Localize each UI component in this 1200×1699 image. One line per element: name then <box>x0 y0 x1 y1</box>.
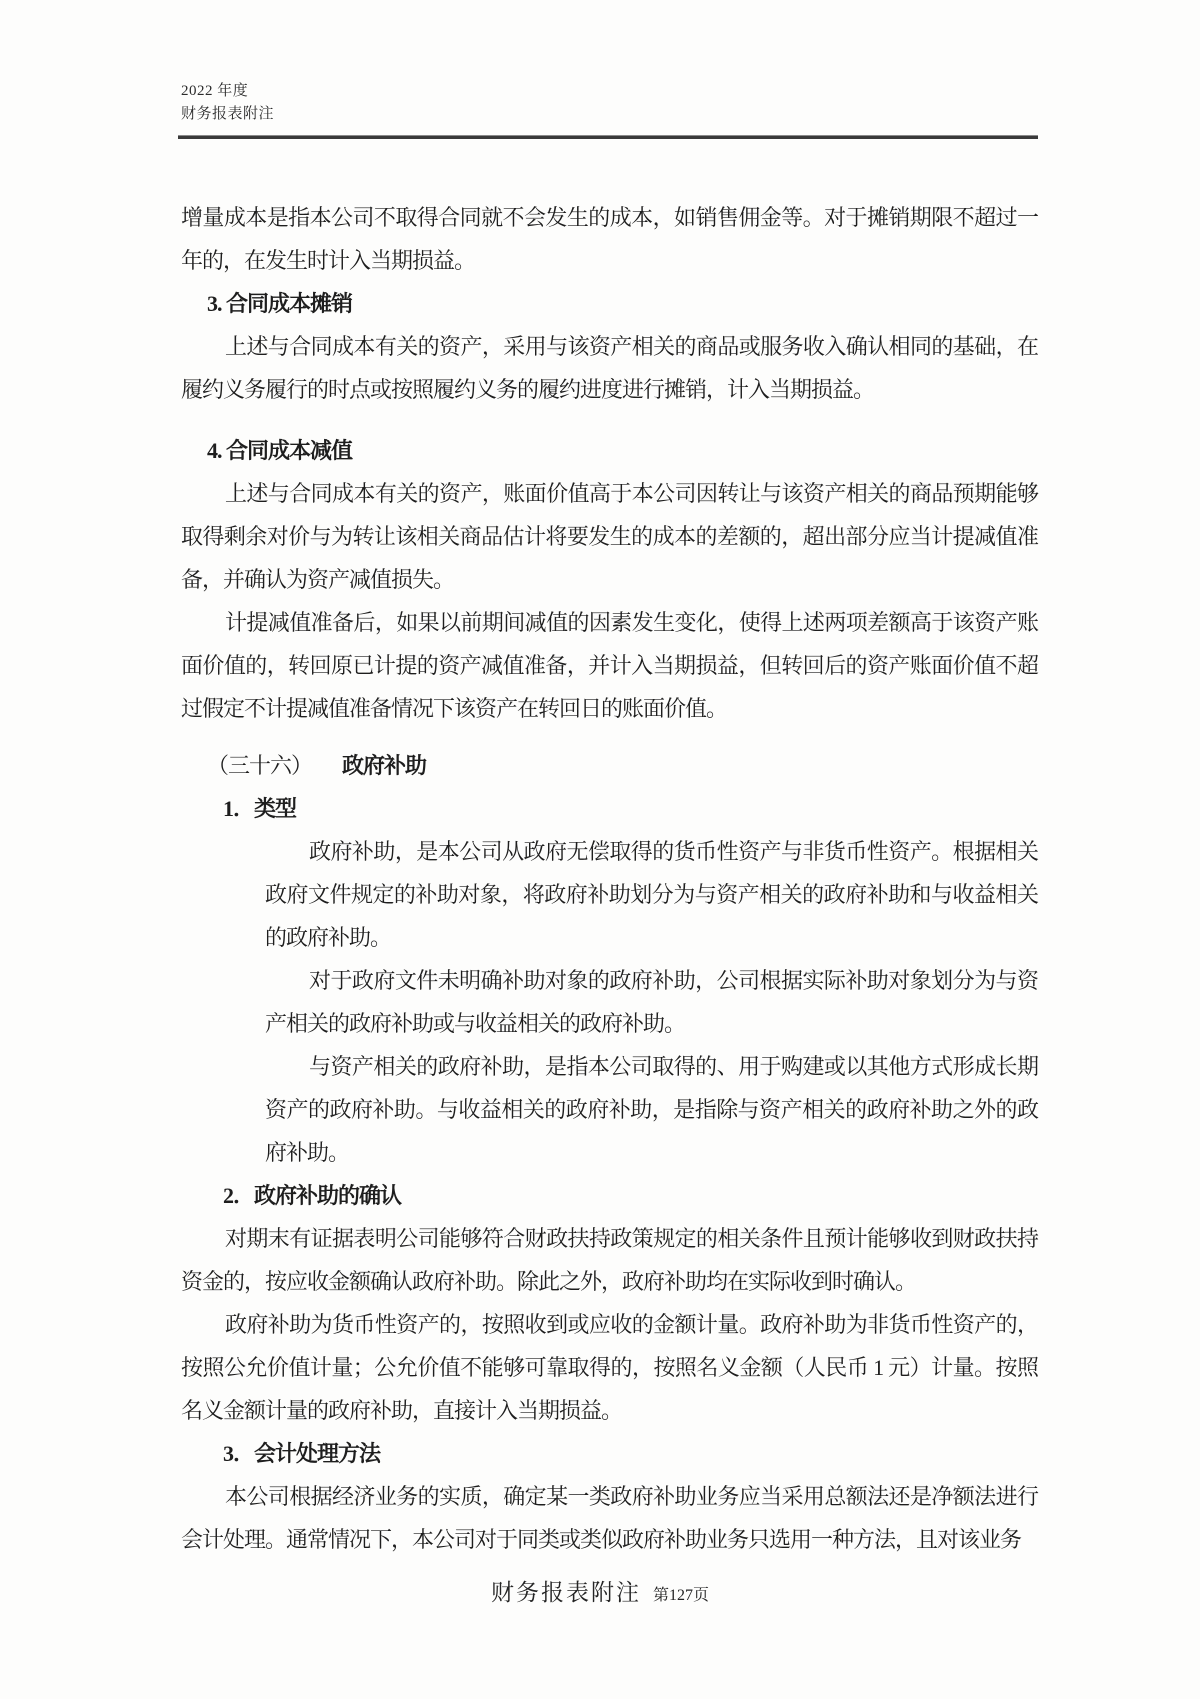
body-paragraph: 对期末有证据表明公司能够符合财政扶持政策规定的相关条件且预计能够收到财政扶持资金的，按应收金额确认政府补助。除此之外，政府补助均在实际收到时确认。 <box>181 1226 1038 1294</box>
document-body <box>181 196 1038 1561</box>
section-title: 政府补助 <box>342 753 427 778</box>
footer-doc-title: 财务报表附注 <box>490 1580 641 1605</box>
body-paragraph: 政府补助为货币性资产的，按照收到或应收的金额计量。政府补助为非货币性资产的，按照公允价值计量；公允价值不能够可靠取得的，按照名义金额（人民币 1 元）计量。按照名义金额计量的政府补助，直接计入当期损益。 <box>181 1312 1038 1423</box>
item-heading: 4. 合同成本减值 <box>207 438 353 463</box>
header-rule <box>178 135 1038 139</box>
section-heading <box>207 744 1038 787</box>
page-footer <box>0 1574 1200 1607</box>
item-heading: 3. 合同成本摊销 <box>207 291 353 316</box>
indented-paragraph: 政府补助，是本公司从政府无偿取得的货币性资产与非货币性资产。根据相关政府文件规定的补助对象，将政府补助划分为与资产相关的政府补助和与收益相关的政府补助。 <box>265 839 1038 950</box>
page-header <box>181 80 274 126</box>
body-paragraph: 上述与合同成本有关的资产，账面价值高于本公司因转让与该资产相关的商品预期能够取得剩余对价与为转让该相关商品估计将要发生的成本的差额的，超出部分应当计提减值准备，并确认为资产减值损失。 <box>181 481 1038 592</box>
numbered-heading: 1．类型 <box>223 796 297 821</box>
body-paragraph: 增量成本是指本公司不取得合同就不会发生的成本，如销售佣金等。对于摊销期限不超过一年的，在发生时计入当期损益。 <box>181 205 1038 273</box>
indented-paragraph: 对于政府文件未明确补助对象的政府补助，公司根据实际补助对象划分为与资产相关的政府补助或与收益相关的政府补助。 <box>265 968 1038 1036</box>
header-title-line: 财务报表附注 <box>181 106 275 122</box>
numbered-heading: 2．政府补助的确认 <box>223 1183 402 1208</box>
body-paragraph: 上述与合同成本有关的资产，采用与该资产相关的商品或服务收入确认相同的基础，在履约义务履行的时点或按照履约义务的履约进度进行摊销，计入当期损益。 <box>181 334 1038 402</box>
indented-paragraph: 与资产相关的政府补助，是指本公司取得的、用于购建或以其他方式形成长期资产的政府补助。与收益相关的政府补助，是指除与资产相关的政府补助之外的政府补助。 <box>265 1054 1038 1165</box>
footer-page-number: 第127页 <box>652 1587 709 1604</box>
numbered-heading: 3．会计处理方法 <box>223 1441 381 1466</box>
header-year-line: 2022 年度 <box>181 83 249 99</box>
body-paragraph: 计提减值准备后，如果以前期间减值的因素发生变化，使得上述两项差额高于该资产账面价值的，转回原已计提的资产减值准备，并计入当期损益，但转回后的资产账面价值不超过假定不计提减值准备情况下该资产在转回日的账面价值。 <box>181 610 1038 721</box>
section-number: （三十六） <box>207 753 313 778</box>
body-paragraph: 本公司根据经济业务的实质，确定某一类政府补助业务应当采用总额法还是净额法进行会计处理。通常情况下，本公司对于同类或类似政府补助业务只选用一种方法，且对该业务 <box>181 1484 1038 1552</box>
